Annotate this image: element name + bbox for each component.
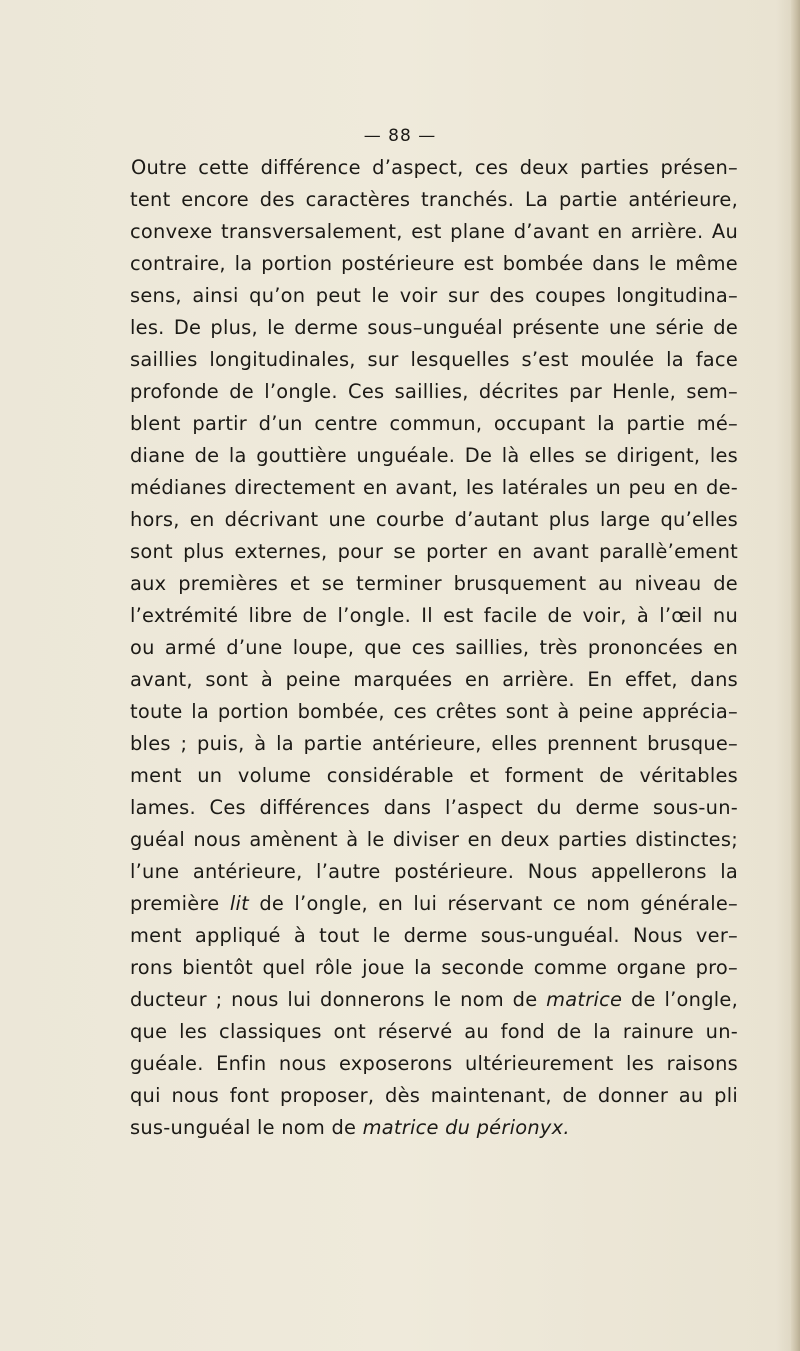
text-segment: les. De plus, le derme sous–unguéal présente une série de [130, 316, 738, 339]
text-segment: Outre cette différence d’aspect, ces deux parties présen– [131, 156, 738, 179]
text-line [130, 984, 738, 1016]
text-line [130, 440, 738, 472]
text-segment: l’une antérieure, l’autre postérieure. Nous appellerons la [130, 860, 738, 883]
text-line [130, 952, 738, 984]
text-segment: médianes directement en avant, les latérales un peu en de- [130, 476, 738, 499]
text-segment: convexe transversalement, est plane d’avant en arrière. Au [130, 220, 738, 243]
text-line [130, 1048, 738, 1080]
text-line [130, 568, 738, 600]
text-segment: toute la portion bombée, ces crêtes sont à peine apprécia– [130, 700, 738, 723]
text-segment: diane de la gouttière unguéale. De là elles se dirigent, les [130, 444, 738, 467]
body-text [130, 152, 738, 1144]
text-line [130, 504, 738, 536]
text-line [130, 312, 738, 344]
text-line [130, 1016, 738, 1048]
italic-term: matrice du périonyx. [362, 1116, 570, 1139]
text-line [130, 728, 738, 760]
text-segment: sont plus externes, pour se porter en avant parallè’ement [130, 540, 738, 563]
text-line [130, 408, 738, 440]
page-edge [791, 0, 800, 1351]
text-segment: saillies longitudinales, sur lesquelles s’est moulée la face [130, 348, 738, 371]
text-segment: ment un volume considérable et forment de véritables [130, 764, 738, 787]
text-line [130, 184, 738, 216]
text-segment: que les classiques ont réservé au fond de la rainure un- [130, 1020, 738, 1043]
text-segment: rons bientôt quel rôle joue la seconde comme organe pro– [130, 956, 738, 979]
text-segment: ducteur ; nous lui donnerons le nom de [130, 988, 547, 1011]
text-line [130, 536, 738, 568]
text-segment: de l’ongle, en lui réservant ce nom générale– [248, 892, 738, 915]
italic-term: matrice [546, 988, 623, 1011]
text-segment: profonde de l’ongle. Ces saillies, décrites par Henle, sem– [130, 380, 738, 403]
text-line [130, 344, 738, 376]
text-segment: guéale. Enfin nous exposerons ultérieurement les raisons [130, 1052, 738, 1075]
text-segment: de l’ongle, [622, 988, 738, 1011]
text-line [130, 600, 738, 632]
text-segment: tent encore des caractères tranchés. La partie antérieure, [130, 188, 738, 211]
text-segment: bles ; puis, à la partie antérieure, elles prennent brusque– [130, 732, 738, 755]
text-line [130, 664, 738, 696]
text-line [130, 760, 738, 792]
text-segment: ment appliqué à tout le derme sous-unguéal. Nous ver– [130, 924, 738, 947]
text-segment: avant, sont à peine marquées en arrière. En effet, dans [130, 668, 738, 691]
text-line [130, 632, 738, 664]
text-segment: sus-unguéal le nom de [130, 1116, 363, 1139]
text-line [130, 376, 738, 408]
text-segment: blent partir d’un centre commun, occupant la partie mé– [130, 412, 738, 435]
text-line [130, 888, 738, 920]
text-line [130, 248, 738, 280]
text-line [130, 792, 738, 824]
text-segment: première [130, 892, 230, 915]
text-segment: l’extrémité libre de l’ongle. Il est facile de voir, à l’œil nu [130, 604, 738, 627]
page-number: — 88 — [363, 126, 437, 146]
text-line [130, 472, 738, 504]
text-line [130, 1080, 738, 1112]
text-segment: sens, ainsi qu’on peut le voir sur des coupes longitudina– [130, 284, 738, 307]
text-line [130, 824, 738, 856]
text-segment: aux premières et se terminer brusquement au niveau de [130, 572, 738, 595]
text-line [130, 1112, 738, 1144]
text-segment: ou armé d’une loupe, que ces saillies, très prononcées en [130, 636, 738, 659]
text-segment: contraire, la portion postérieure est bombée dans le même [130, 252, 738, 275]
text-segment: hors, en décrivant une courbe d’autant plus large qu’elles [130, 508, 738, 531]
text-line [130, 280, 738, 312]
text-segment: qui nous font proposer, dès maintenant, de donner au pli [130, 1084, 738, 1107]
text-line [130, 216, 738, 248]
text-line [130, 152, 738, 184]
italic-term: lit [229, 892, 249, 915]
text-line [130, 696, 738, 728]
text-segment: lames. Ces différences dans l’aspect du derme sous-un- [130, 796, 738, 819]
text-line [130, 920, 738, 952]
text-line [130, 856, 738, 888]
text-segment: guéal nous amènent à le diviser en deux parties distinctes; [130, 828, 738, 851]
